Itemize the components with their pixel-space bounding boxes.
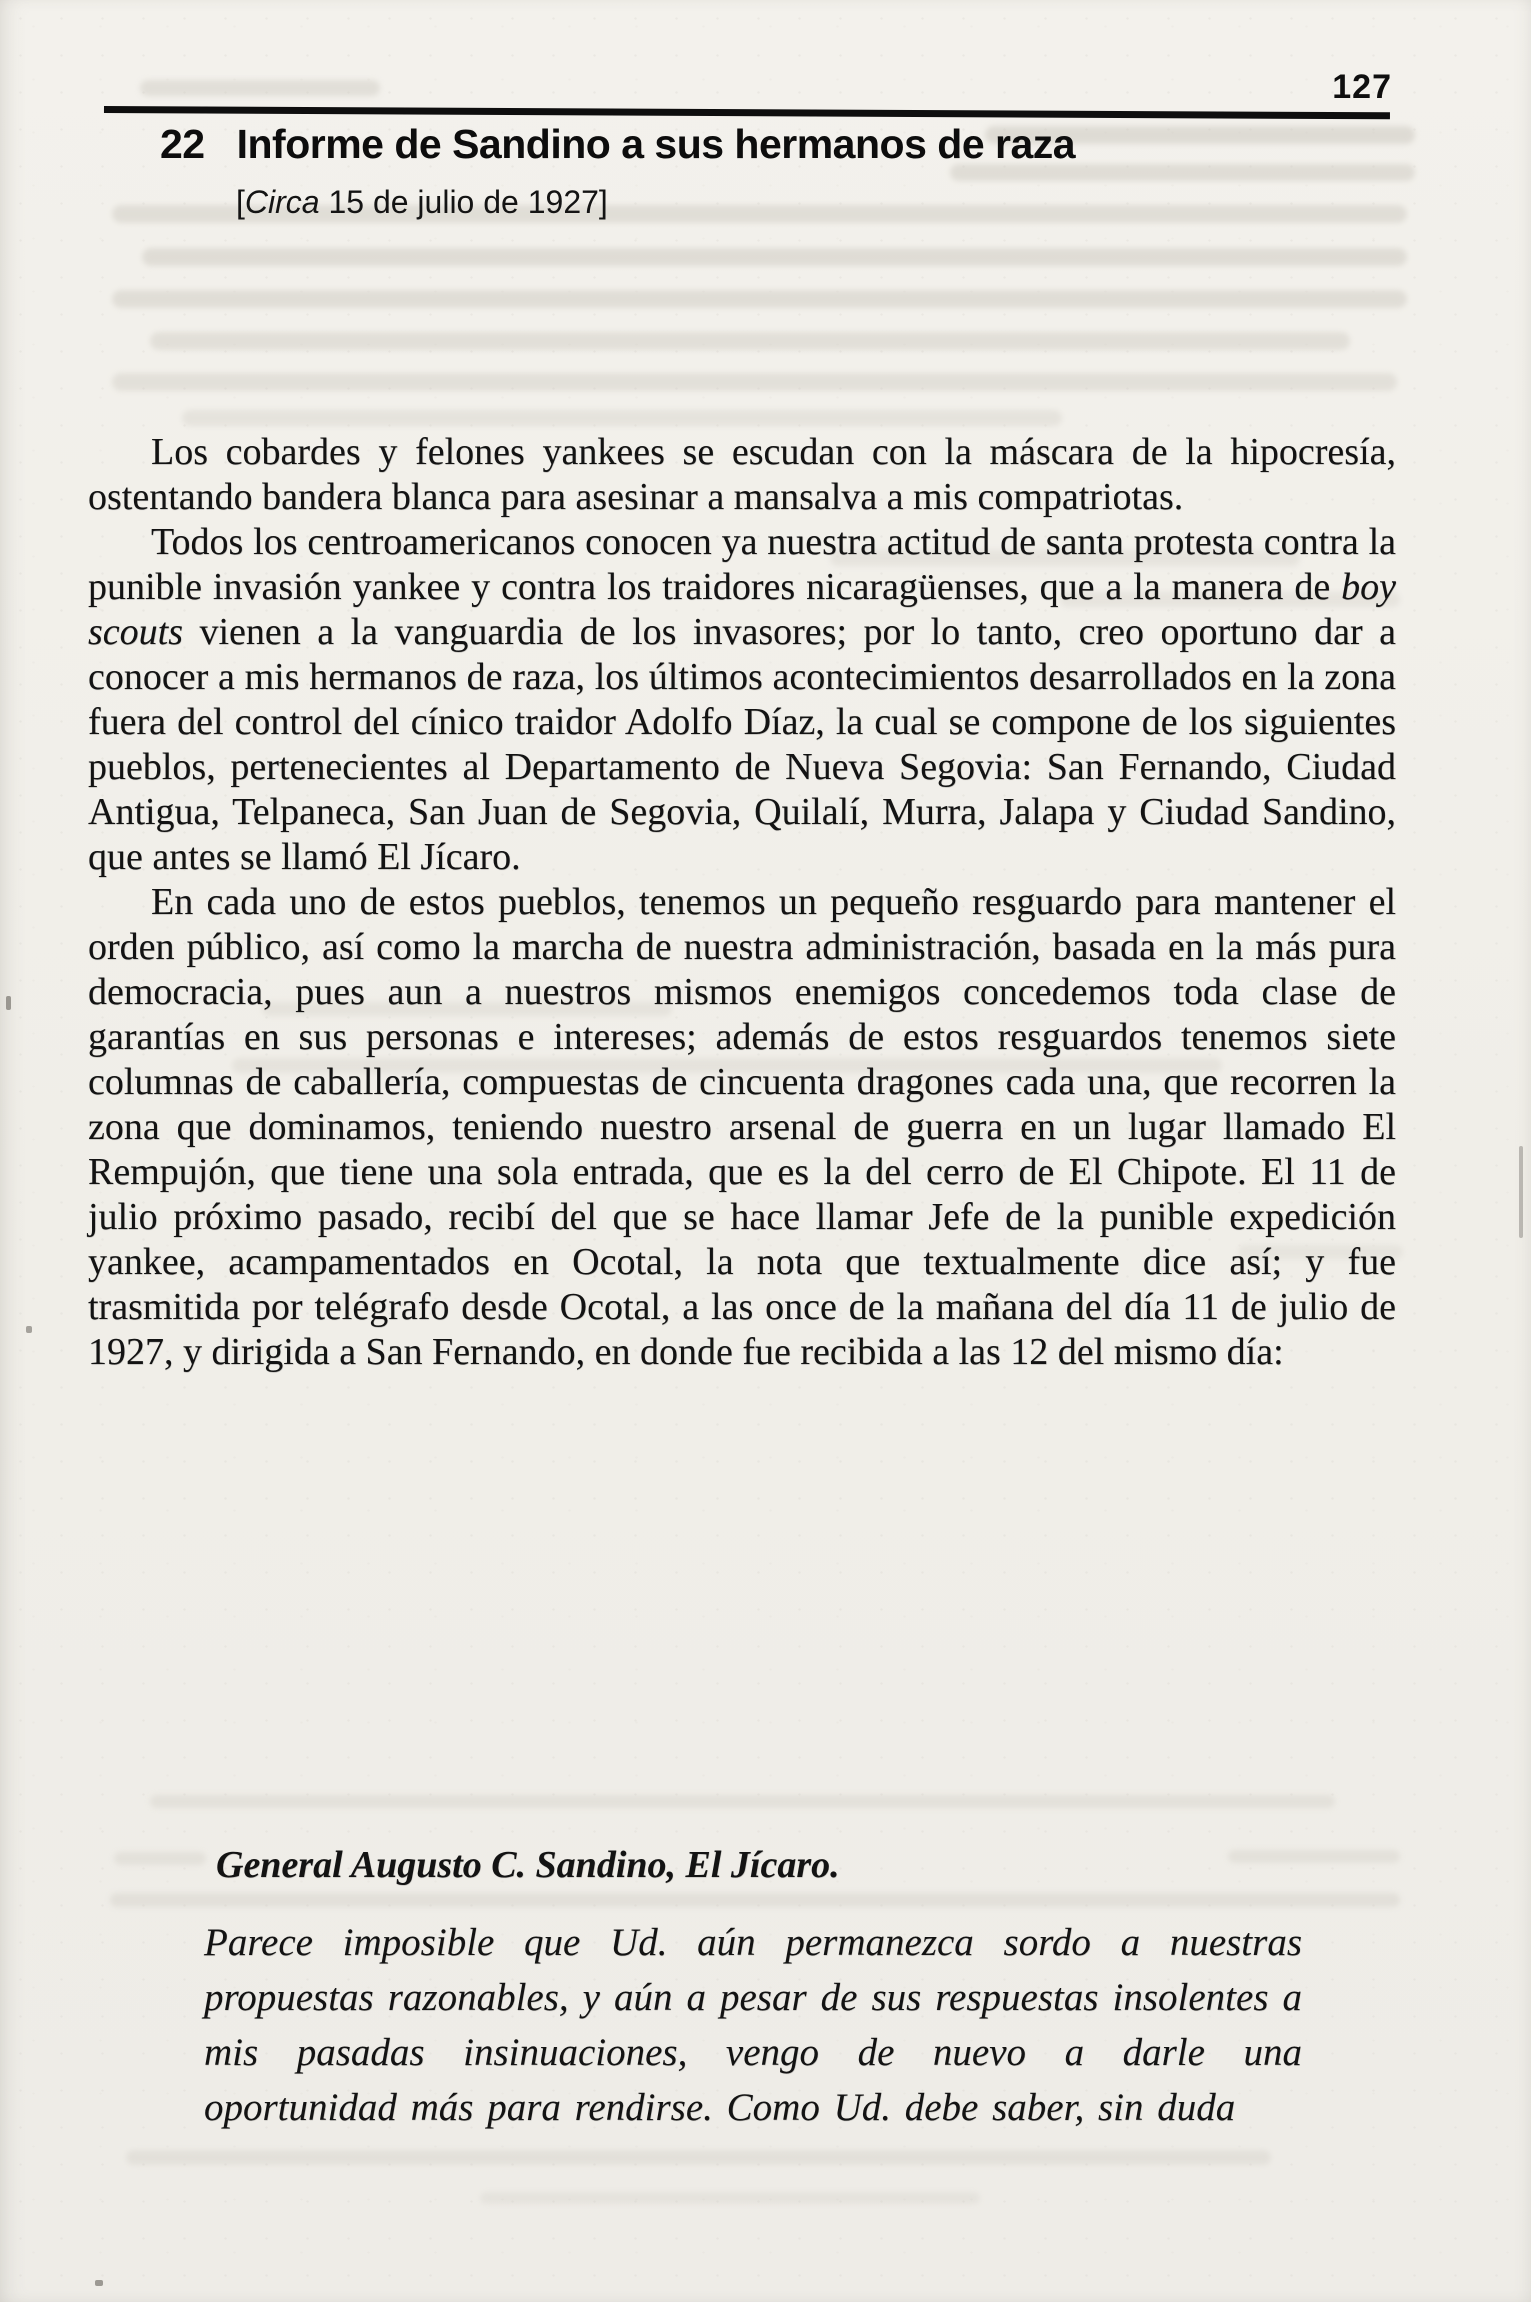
ink-speck bbox=[26, 1326, 32, 1333]
body-paragraph-3: En cada uno de estos pueblos, tenemos un pequeño resguardo para mantener el orden público, así como la marcha de nuestra administración, basada en la más pura democracia, pues aun a nuestros mismos enemigos concedemos toda clase de garantías en sus personas e intereses; además de estos resguardos tenemos siete columnas de caballería, compuestas de cincuenta dragones cada una, que recorren la zona que dominamos, teniendo nuestro arsenal de guerra en un lugar llamado El Rempujón, que tiene una sola entrada, que es la del cerro de El Chipote. El 11 de julio próximo pasado, recibí del que se hace llamar Jefe de la punible expedición yankee, acampamentados en Ocotal, la nota que textualmente dice así; y fue trasmitida por telégrafo desde Ocotal, a las once de la mañana del día 11 de julio de 1927, y dirigida a San Fernando, en donde fue recibida a las 12 del mismo día: bbox=[88, 881, 1396, 1373]
ink-speck bbox=[6, 996, 11, 1010]
bleed-through-artifact bbox=[110, 1893, 1400, 1907]
letter-quote: Parece imposible que Ud. aún permanezca sordo a nuestras propuestas razonables, y aún a pesar de sus respuestas insolentes a mis pasadas insinuaciones, vengo de nuevo a darle una oportunidad más para rendirse. Como Ud. debe saber, sin duda bbox=[204, 1921, 1302, 2129]
letter-salutation: General Augusto C. Sandino, El Jícaro. bbox=[216, 1844, 840, 1886]
date-line bbox=[236, 184, 608, 221]
bleed-through-artifact bbox=[150, 1795, 1335, 1808]
date-rest: 15 de julio de 1927] bbox=[319, 184, 608, 220]
bleed-through-artifact bbox=[142, 248, 1407, 266]
paragraph-2-segment-1: Todos los centroamericanos conocen ya nuestra actitud de santa protesta contra la punible invasión yankee y contra los traidores nicaragüenses, que a la manera de bbox=[88, 521, 1396, 608]
boy-scouts-italic: boy scouts bbox=[88, 566, 1396, 653]
header-rule bbox=[104, 106, 1390, 119]
page-title: Informe de Sandino a sus hermanos de raza bbox=[236, 121, 1076, 167]
chapter-number: 22 bbox=[160, 121, 205, 167]
chapter-heading bbox=[160, 121, 1075, 168]
body-paragraph-2 bbox=[88, 520, 1396, 880]
bleed-through-artifact bbox=[140, 80, 380, 96]
ink-speck bbox=[1519, 1146, 1523, 1238]
bleed-through-artifact bbox=[114, 1852, 206, 1865]
bleed-through-artifact bbox=[480, 2192, 980, 2204]
body-text bbox=[88, 430, 1396, 1375]
bleed-through-artifact bbox=[150, 332, 1350, 350]
date-circa-italic: Circa bbox=[244, 184, 320, 220]
ink-speck bbox=[95, 2280, 103, 2286]
body-paragraph-1: Los cobardes y felones yankees se escudan con la máscara de la hipocresía, ostentando bandera blanca para asesinar a mansalva a mis compatriotas. bbox=[88, 431, 1396, 518]
paragraph-2-segment-2: vienen a la vanguardia de los invasores; por lo tanto, creo oportuno dar a conocer a mis hermanos de raza, los últimos acontecimientos desarrollados en la zona fuera del control del cínico traidor Adolfo Díaz, la cual se compone de los siguientes pueblos, pertenecientes al Departamento de Nueva Segovia: San Fernando, Ciudad Antigua, Telpaneca, San Juan de Segovia, Quilalí, Murra, Jalapa y Ciudad Sandino, que antes se llamó El Jícaro. bbox=[88, 611, 1396, 878]
bleed-through-artifact bbox=[182, 410, 1062, 426]
bleed-through-artifact bbox=[1228, 1850, 1400, 1863]
date-bracket-open: [ bbox=[236, 184, 245, 220]
bleed-through-artifact bbox=[112, 290, 1407, 308]
bleed-through-artifact bbox=[112, 373, 1397, 391]
bleed-through-artifact bbox=[126, 2150, 1271, 2165]
page-number: 127 bbox=[1332, 68, 1392, 106]
